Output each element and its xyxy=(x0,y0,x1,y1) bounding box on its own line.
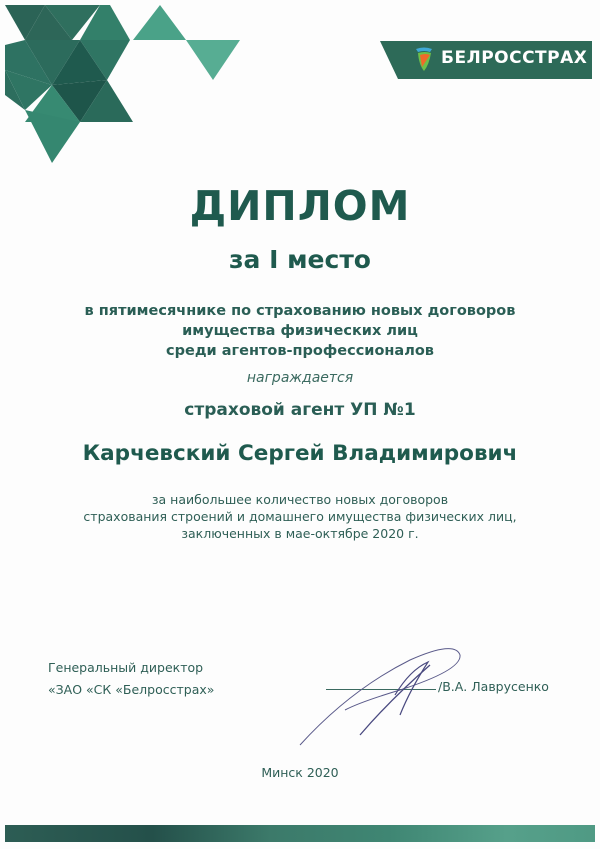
reason-line: заключенных в мае-октябре 2020 г. xyxy=(181,526,419,541)
competition-line: среди агентов-профессионалов xyxy=(166,343,434,359)
reason-line: страхования строений и домашнего имущества физических лиц, xyxy=(83,509,517,524)
director-position xyxy=(48,657,214,701)
handwritten-signature xyxy=(280,640,480,750)
geometric-pattern-decoration xyxy=(0,0,260,180)
reason-line: за наибольшее количество новых договоров xyxy=(151,492,449,507)
competition-description xyxy=(0,301,600,361)
place-subtitle: за I место xyxy=(229,245,371,274)
awarded-label: награждается xyxy=(246,370,354,386)
reason-description xyxy=(0,491,600,542)
position-line: Генеральный директор xyxy=(48,660,204,675)
company-line: «ЗАО «СК «Белросстрах» xyxy=(48,682,215,697)
signer-name: /В.А. Лаврусенко xyxy=(438,679,549,694)
agent-title: страховой агент УП №1 xyxy=(184,400,416,420)
diploma-title: ДИПЛОМ xyxy=(189,182,411,230)
logo-text: БЕЛРОССТРАХ xyxy=(441,48,588,68)
competition-line: в пятимесячнике по страхованию новых договоров xyxy=(84,303,516,319)
competition-line: имущества физических лиц xyxy=(182,323,418,339)
footer-decorative-band xyxy=(5,825,595,842)
recipient-name: Карчевский Сергей Владимирович xyxy=(82,441,518,466)
city-year: Минск 2020 xyxy=(261,765,339,780)
